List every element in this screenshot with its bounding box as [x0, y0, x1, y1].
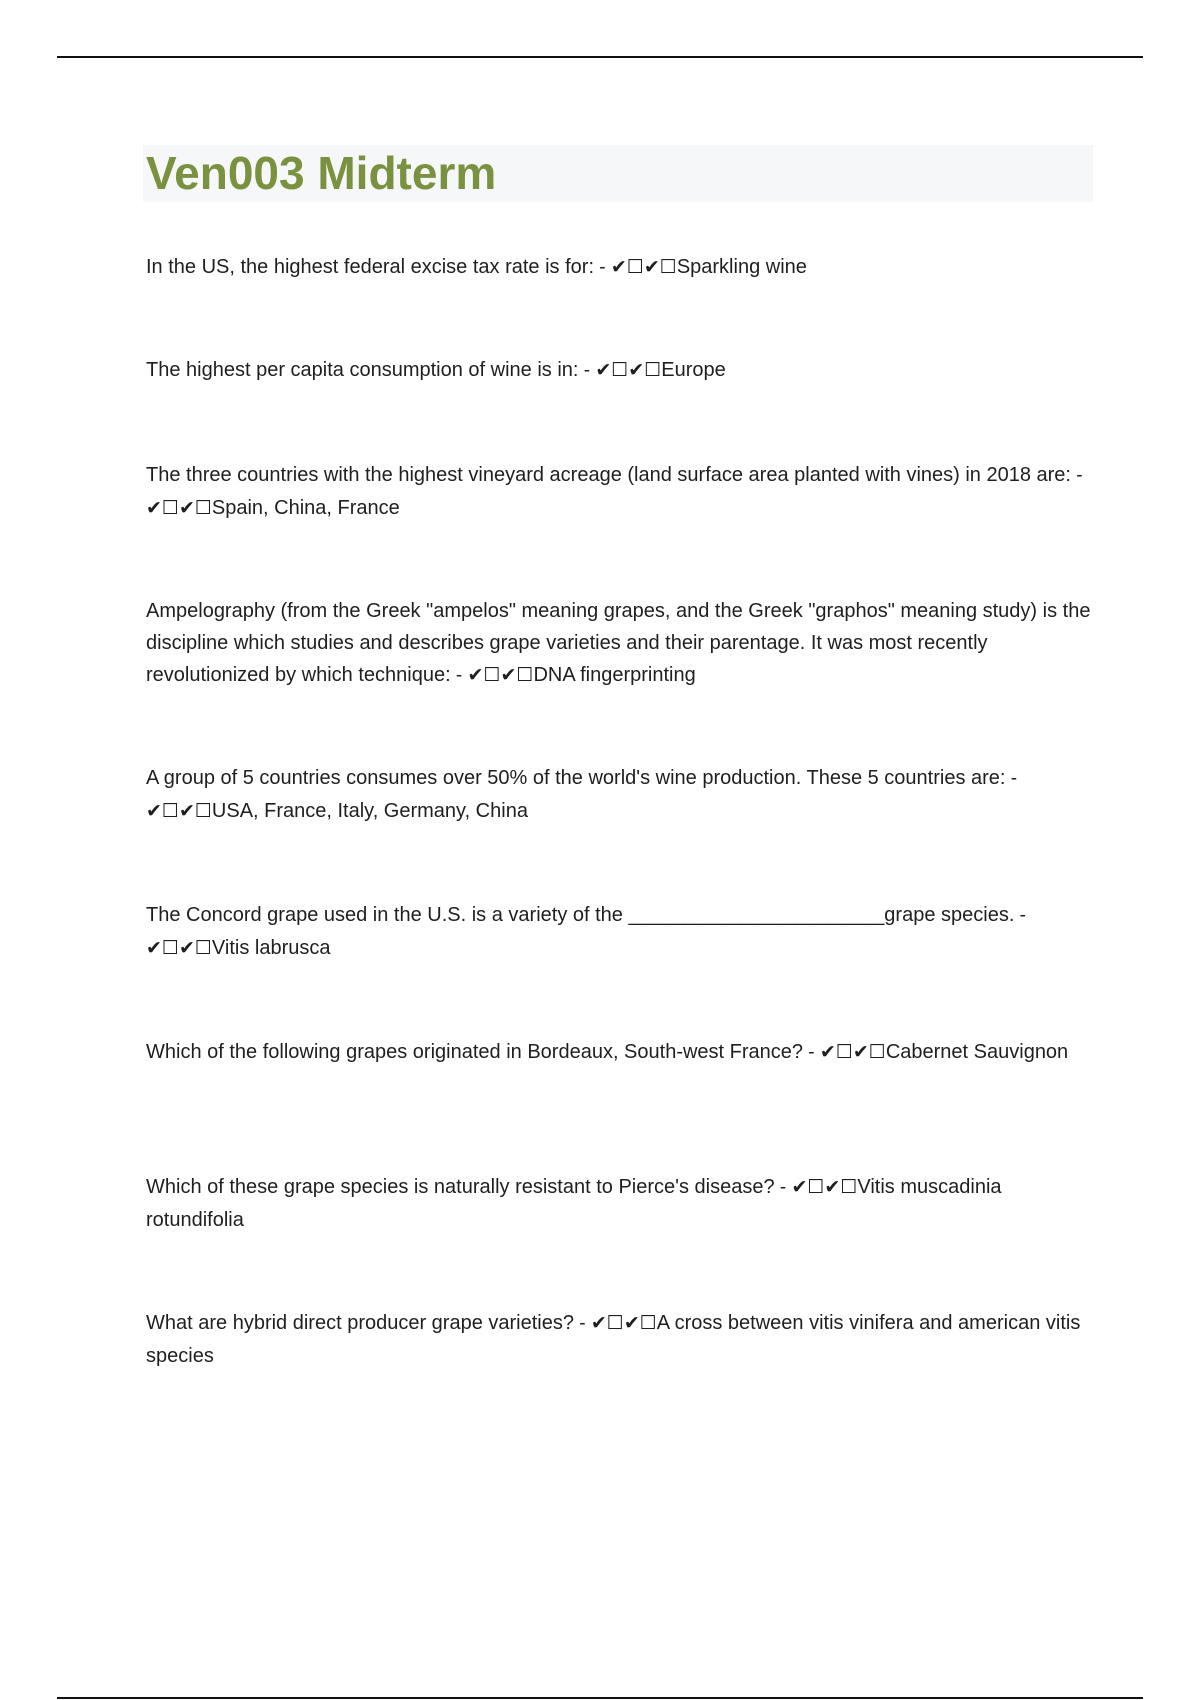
- answer-separator: - ✔☐✔☐: [146, 768, 1018, 822]
- answer-text: Europe: [661, 359, 726, 381]
- answer-separator: - ✔☐✔☐: [450, 665, 534, 686]
- qa-item-5: [146, 762, 1096, 828]
- answer-text: Spain, China, France: [211, 497, 400, 519]
- answer-separator: - ✔☐✔☐: [803, 1042, 886, 1063]
- answer-text: Sparkling wine: [676, 256, 807, 278]
- answer-separator: - ✔☐✔☐: [574, 1313, 657, 1334]
- qa-item-9: [146, 1307, 1096, 1372]
- answer-separator: - ✔☐✔☐: [146, 905, 1026, 959]
- answer-separator: - ✔☐✔☐: [578, 360, 662, 381]
- qa-item-4: [146, 595, 1096, 692]
- answer-separator: - ✔☐✔☐: [146, 465, 1083, 519]
- question-text: A group of 5 countries consumes over 50% of the world's wine production. These 5 countries are:: [146, 767, 1006, 789]
- answer-text: USA, France, Italy, Germany, China: [211, 800, 528, 822]
- qa-item-2: [146, 354, 1096, 387]
- answer-separator: - ✔☐✔☐: [594, 257, 677, 278]
- document-title: Ven003 Midterm: [146, 147, 497, 199]
- answer-text: Vitis muscadinia rotundifolia: [146, 1176, 1002, 1231]
- answer-text: DNA fingerprinting: [533, 664, 696, 686]
- question-text: The three countries with the highest vineyard acreage (land surface area planted with vines) in 2018 are:: [146, 464, 1071, 486]
- qa-item-1: [146, 251, 1096, 284]
- question-text: Which of the following grapes originated in Bordeaux, South-west France?: [146, 1041, 804, 1063]
- question-text: Which of these grape species is naturally resistant to Pierce's disease?: [146, 1176, 775, 1198]
- qa-item-7: [146, 1036, 1096, 1069]
- top-rule: [57, 56, 1143, 58]
- qa-item-6: [146, 899, 1096, 965]
- answer-text: Cabernet Sauvignon: [885, 1041, 1069, 1063]
- answer-text: A cross between vitis vinifera and american vitis species: [146, 1312, 1081, 1367]
- question-text: In the US, the highest federal excise tax rate is for:: [146, 256, 595, 278]
- answer-text: Vitis labrusca: [211, 937, 331, 959]
- qa-item-3: [146, 459, 1096, 525]
- question-text: The highest per capita consumption of wine is in:: [146, 359, 579, 381]
- answer-separator: - ✔☐✔☐: [774, 1177, 858, 1198]
- question-text: What are hybrid direct producer grape varieties?: [146, 1312, 574, 1334]
- bottom-rule: [57, 1697, 1143, 1699]
- question-text: The Concord grape used in the U.S. is a variety of the _______________________grape species.: [146, 904, 1015, 926]
- qa-item-8: [146, 1171, 1096, 1236]
- question-text: Ampelography (from the Greek "ampelos" meaning grapes, and the Greek "graphos" meaning study) is the discipline which studies and describes grape varieties and their parentage. It was most recently revolutionized by which technique:: [146, 600, 1091, 686]
